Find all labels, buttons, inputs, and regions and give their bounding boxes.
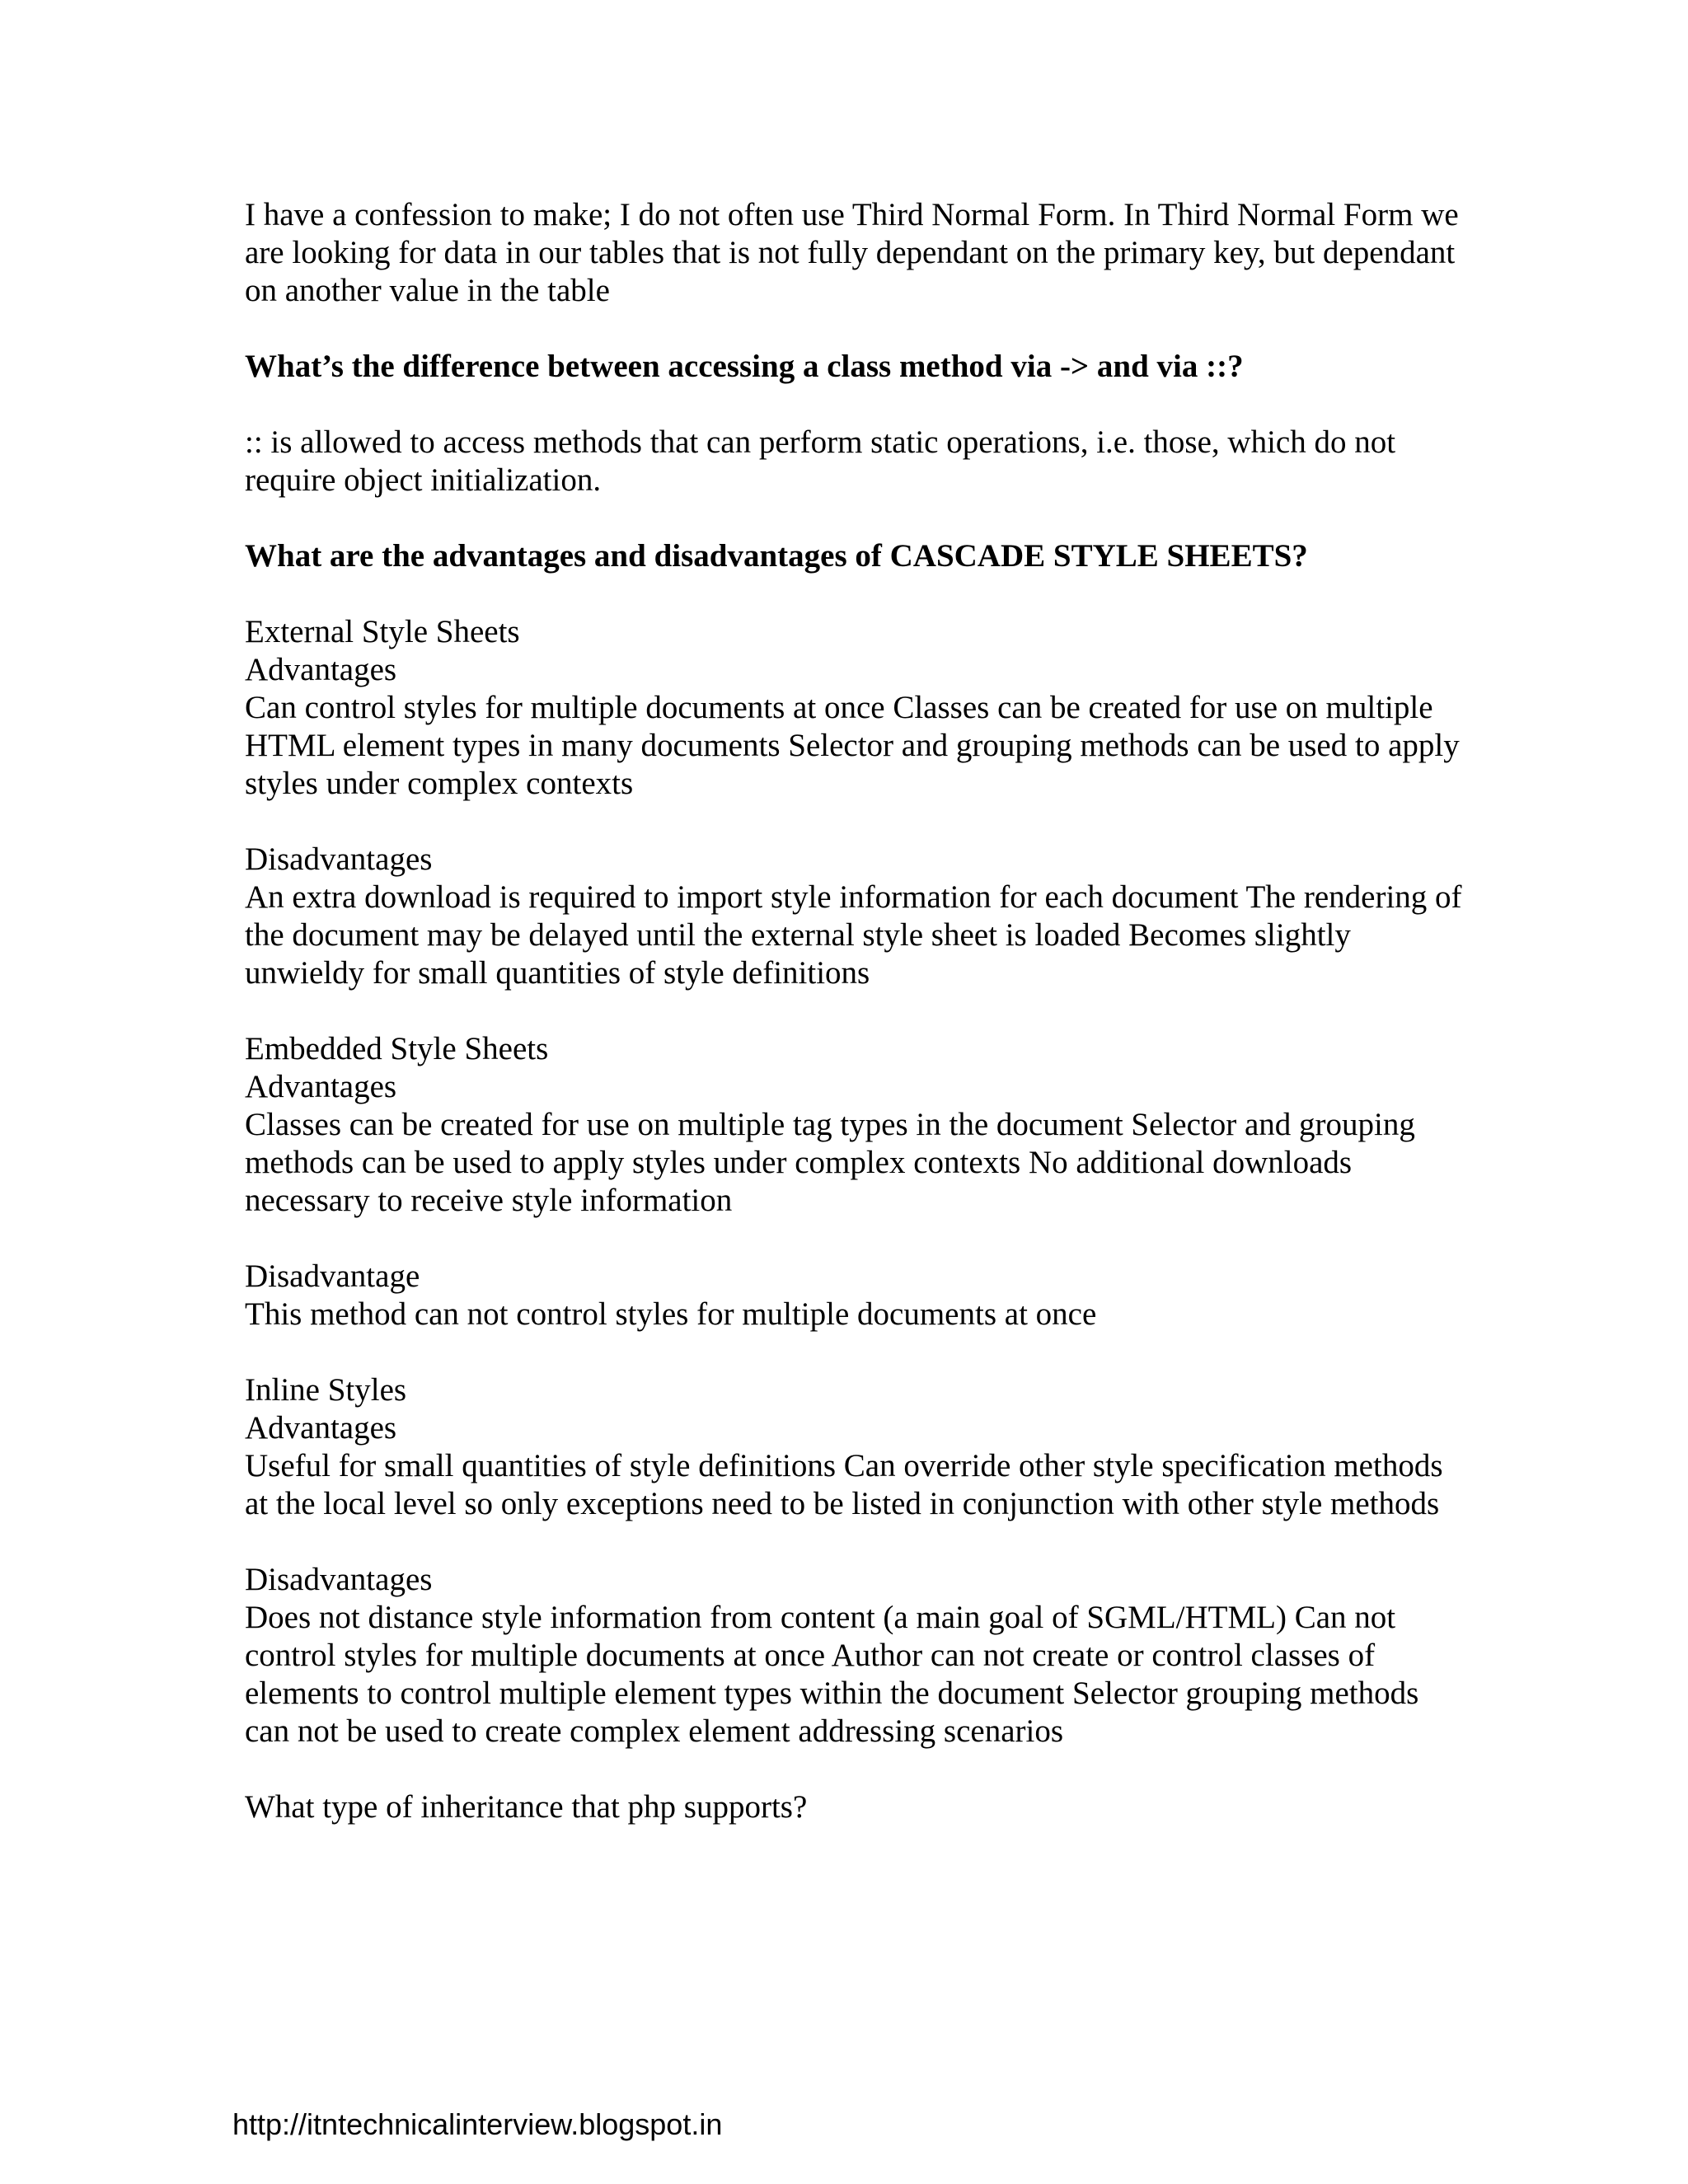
footer-url: http://itntechnicalinterview.blogspot.in — [232, 2107, 723, 2141]
question-php-inheritance: What type of inheritance that php supports? — [245, 1789, 808, 1825]
disadvantages-label-external: Disadvantages — [245, 841, 433, 877]
section-inline-disadvantages — [245, 1561, 1465, 1750]
advantages-text-inline: Useful for small quantities of style definitions Can override other style specification methods at the local level so only exceptions need to be listed in conjunction with other style methods — [245, 1448, 1443, 1521]
section-title-embedded: Embedded Style Sheets — [245, 1031, 549, 1066]
advantages-label-embedded: Advantages — [245, 1069, 397, 1104]
advantages-label-external: Advantages — [245, 652, 397, 687]
disadvantages-text-external: An extra download is required to import style information for each document The rendering of the document may be delayed until the external style sheet is loaded Becomes slightly unwieldy for small quantities of style definitions — [245, 879, 1462, 991]
question-class-method-access: What’s the difference between accessing a class method via -> and via ::? — [245, 349, 1244, 384]
intro-paragraph: I have a confession to make; I do not often use Third Normal Form. In Third Normal Form we are looking for data in our tables that is not fully dependant on the primary key, but dependant on another value in the table — [245, 197, 1459, 308]
advantages-label-inline: Advantages — [245, 1410, 397, 1446]
document-body — [245, 196, 1465, 1826]
answer-class-method-access: :: is allowed to access methods that can perform static operations, i.e. those, which do not require object initialization. — [245, 424, 1396, 498]
section-external-disadvantages — [245, 841, 1465, 992]
question-css-advantages: What are the advantages and disadvantages of CASCADE STYLE SHEETS? — [245, 538, 1308, 574]
disadvantages-text-embedded: This method can not control styles for multiple documents at once — [245, 1296, 1097, 1332]
advantages-text-external: Can control styles for multiple documents at once Classes can be created for use on multiple HTML element types in many documents Selector and grouping methods can be used to apply styles under complex contexts — [245, 690, 1460, 801]
section-external-style-sheets — [245, 613, 1465, 803]
disadvantages-label-inline: Disadvantages — [245, 1562, 433, 1597]
disadvantages-text-inline: Does not distance style information from content (a main goal of SGML/HTML) Can not control styles for multiple documents at once Author can not create or control classes of elements to control multiple element types within the document Selector grouping methods can not be used to create complex element addressing scenarios — [245, 1600, 1419, 1749]
section-title-inline: Inline Styles — [245, 1372, 407, 1408]
section-title-external: External Style Sheets — [245, 614, 520, 649]
disadvantages-label-embedded: Disadvantage — [245, 1258, 420, 1294]
advantages-text-embedded: Classes can be created for use on multiple tag types in the document Selector and grouping methods can be used to apply styles under complex contexts No additional downloads necessary to receive style information — [245, 1107, 1415, 1218]
section-inline-styles — [245, 1371, 1465, 1523]
section-embedded-style-sheets — [245, 1030, 1465, 1220]
section-embedded-disadvantages — [245, 1258, 1465, 1333]
